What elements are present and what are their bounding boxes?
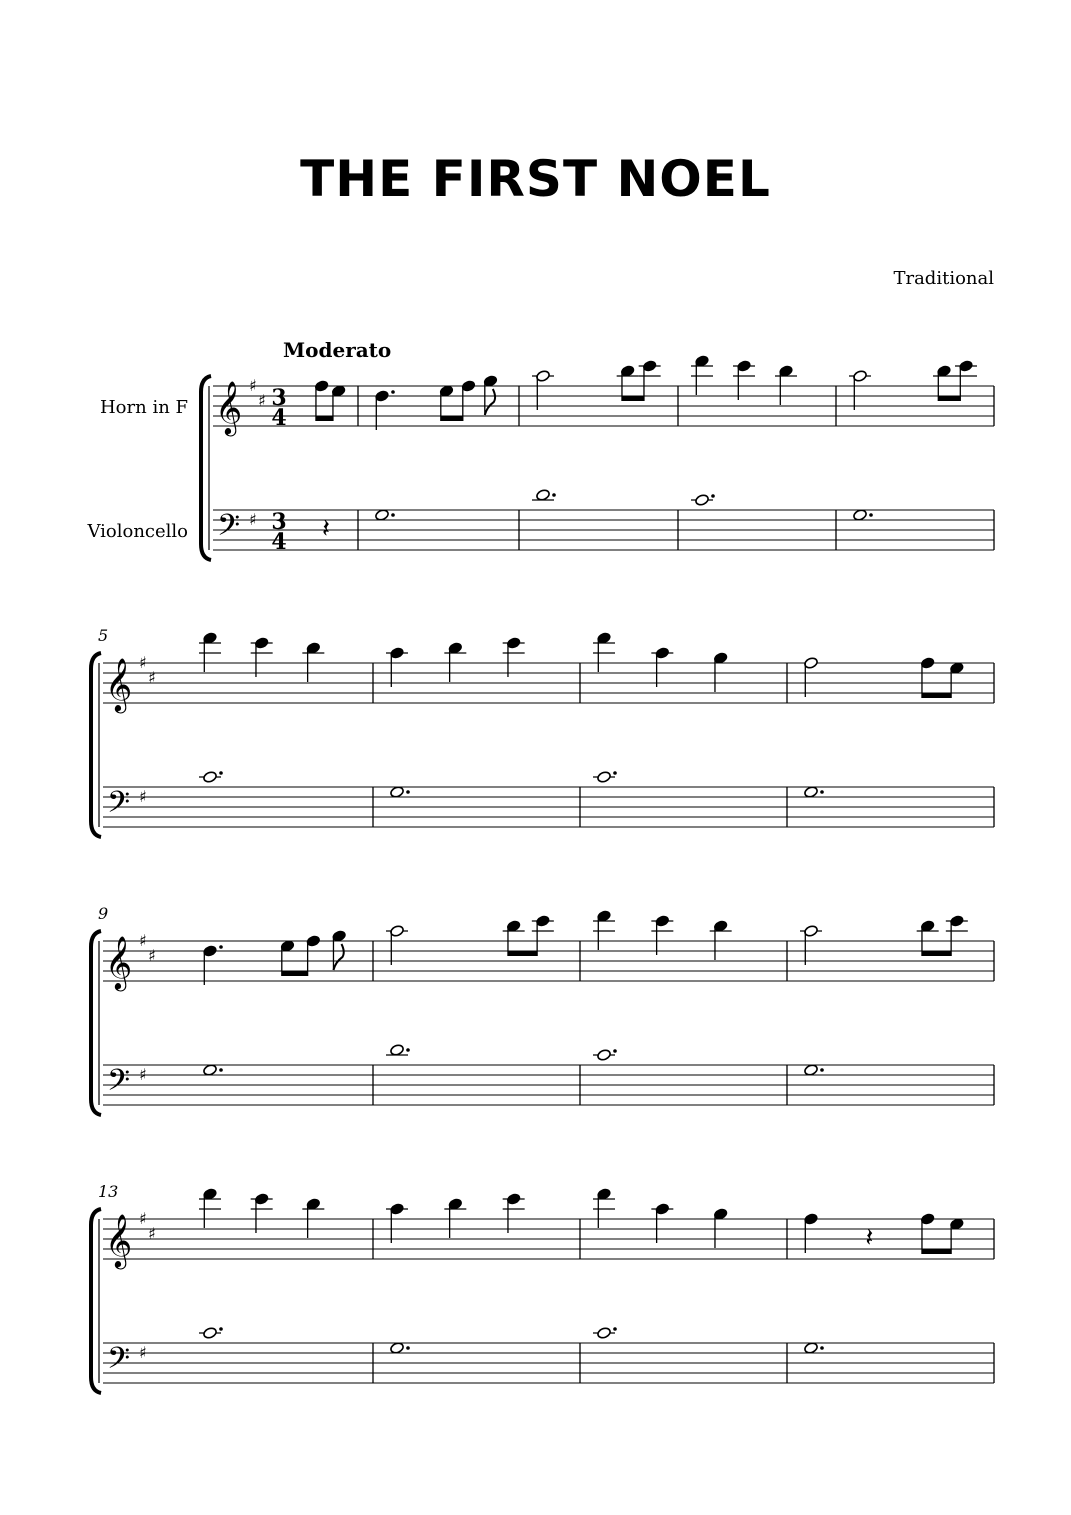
dot <box>219 1068 223 1072</box>
note-d6 <box>199 1188 221 1228</box>
note-b5 <box>302 642 324 682</box>
note-a5 <box>386 1203 408 1243</box>
notehead <box>203 1327 218 1340</box>
note-f5 <box>920 1213 935 1254</box>
note-c6 <box>639 360 661 401</box>
treble-clef-icon: 𝄞 <box>105 935 133 989</box>
beam <box>922 694 951 699</box>
note-c6 <box>532 915 554 956</box>
note-b5 <box>710 920 732 960</box>
note-c4 <box>593 1049 617 1062</box>
horn-staff <box>103 941 994 981</box>
beam <box>316 417 333 422</box>
dot <box>820 1346 824 1350</box>
dot <box>552 493 556 497</box>
measure-number: 13 <box>98 1182 119 1201</box>
note-a5 <box>386 647 408 687</box>
note-c6 <box>955 360 977 401</box>
note-c4 <box>199 1327 223 1340</box>
bass-clef-icon: 𝄢 <box>217 509 241 550</box>
treble-clef-icon: 𝄞 <box>105 657 133 711</box>
beam <box>441 417 463 422</box>
note-c4 <box>593 1327 617 1340</box>
note-f5 <box>461 380 476 421</box>
key-sharp-c-icon: ♯ <box>148 668 156 687</box>
key-sharp-f-icon: ♯ <box>139 1209 147 1228</box>
notehead <box>597 1327 612 1340</box>
key-sharp-f-icon: ♯ <box>249 510 257 529</box>
cello-staff <box>103 787 994 827</box>
instrument-label-cello: Violoncello <box>87 521 188 542</box>
note-c6 <box>251 637 273 677</box>
time-signature-denominator: 4 <box>271 405 287 431</box>
note-b5 <box>444 642 466 682</box>
time-signature-denominator: 4 <box>271 529 287 555</box>
note-b5 <box>302 1198 324 1238</box>
instrument-label-horn: Horn in F <box>99 397 188 418</box>
notehead <box>695 494 710 507</box>
note-d6 <box>593 632 615 672</box>
note-f5 <box>804 1213 819 1253</box>
note-a5 <box>386 925 408 965</box>
dot <box>406 1346 410 1350</box>
note-d4 <box>386 1044 410 1057</box>
bass-clef-icon: 𝄢 <box>107 1064 131 1105</box>
dot <box>820 790 824 794</box>
quarter-rest-icon: 𝄽 <box>322 514 330 544</box>
key-sharp-f-icon: ♯ <box>139 931 147 950</box>
beam <box>938 397 960 402</box>
note-d6 <box>199 632 221 672</box>
note-c6 <box>946 915 968 956</box>
note-c6 <box>651 915 673 955</box>
song-title: THE FIRST NOEL <box>300 150 771 208</box>
dot <box>391 513 395 517</box>
dot <box>219 771 223 775</box>
note-f5 <box>314 380 329 421</box>
treble-clef-icon: 𝄞 <box>215 380 243 434</box>
cello-staff <box>213 510 994 550</box>
note-d6 <box>691 355 713 395</box>
note-g5 <box>332 930 347 970</box>
beam <box>922 952 951 957</box>
note-d6 <box>593 910 615 950</box>
composer-credit: Traditional <box>893 268 994 289</box>
dot <box>406 790 410 794</box>
key-sharp-c-icon: ♯ <box>148 1224 156 1243</box>
dot <box>613 1327 617 1331</box>
bass-clef-icon: 𝄢 <box>107 786 131 827</box>
time-signature-numerator: 3 <box>271 509 287 535</box>
key-sharp-f-icon: ♯ <box>139 1065 147 1084</box>
key-sharp-c-icon: ♯ <box>258 391 266 410</box>
cello-staff <box>103 1343 994 1383</box>
note-f5 <box>920 657 935 698</box>
note-g5 <box>713 652 728 692</box>
tempo-marking: Moderato <box>283 338 392 362</box>
dot <box>391 390 395 394</box>
notehead <box>203 771 218 784</box>
dot <box>820 1068 824 1072</box>
notehead <box>597 1049 612 1062</box>
quarter-rest-icon: 𝄽 <box>865 1223 874 1253</box>
measure-number: 5 <box>98 626 109 645</box>
beam <box>922 1250 951 1255</box>
note-d6 <box>593 1188 615 1228</box>
dot <box>711 494 715 498</box>
note-a5 <box>651 1203 673 1243</box>
key-sharp-f-icon: ♯ <box>139 653 147 672</box>
horn-staff <box>103 663 994 703</box>
note-b5 <box>775 365 797 405</box>
flag-icon <box>333 944 343 970</box>
key-sharp-f-icon: ♯ <box>249 376 257 395</box>
beam <box>508 952 537 957</box>
note-f5 <box>306 935 321 976</box>
note-d4 <box>532 489 556 502</box>
note-c4 <box>199 771 223 784</box>
note-c6 <box>503 1193 525 1233</box>
note-f5 <box>804 657 819 697</box>
note-g5 <box>483 375 498 415</box>
beam <box>622 397 644 402</box>
dot <box>613 771 617 775</box>
dot <box>869 513 873 517</box>
note-b5 <box>444 1198 466 1238</box>
dot <box>219 1327 223 1331</box>
time-signature-numerator: 3 <box>271 385 287 411</box>
note-a5 <box>849 370 871 410</box>
note-c6 <box>503 637 525 677</box>
dot <box>219 945 223 949</box>
dot <box>613 1049 617 1053</box>
measure-number: 9 <box>98 904 109 923</box>
key-sharp-f-icon: ♯ <box>139 1343 147 1362</box>
note-c4 <box>691 494 715 507</box>
notehead <box>597 771 612 784</box>
horn-staff <box>103 1219 994 1259</box>
flag-icon <box>485 389 495 415</box>
beam <box>282 972 308 977</box>
key-sharp-f-icon: ♯ <box>139 787 147 806</box>
cello-staff <box>103 1065 994 1105</box>
note-a5 <box>800 925 822 965</box>
note-a5 <box>532 370 554 410</box>
dot <box>406 1048 410 1052</box>
note-c4 <box>593 771 617 784</box>
key-sharp-c-icon: ♯ <box>148 946 156 965</box>
bass-clef-icon: 𝄢 <box>107 1342 131 1383</box>
note-a5 <box>651 647 673 687</box>
note-c6 <box>733 360 755 400</box>
note-c6 <box>251 1193 273 1233</box>
note-g5 <box>713 1208 728 1248</box>
treble-clef-icon: 𝄞 <box>105 1213 133 1267</box>
